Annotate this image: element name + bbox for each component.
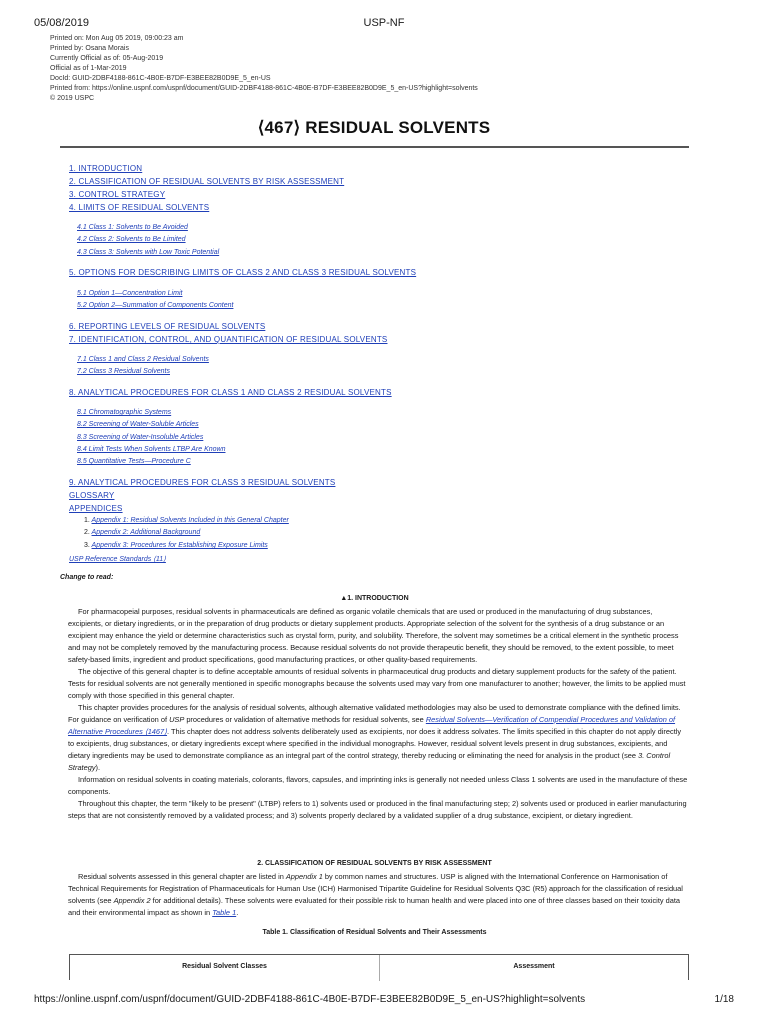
table-header-classes: Residual Solvent Classes	[70, 955, 380, 981]
doc-id: DocId: GUID-2DBF4188-861C-4B0E-B7DF-E3BEE82B0D9E_5_en-US	[50, 75, 271, 82]
list-number: 1.	[84, 517, 90, 524]
copyright: © 2019 USPC	[50, 95, 95, 102]
toc-link-class-2[interactable]: 4.2 Class 2: Solvents to Be Limited	[77, 236, 186, 243]
toc-link-analytical-class-1-2[interactable]: 8. ANALYTICAL PROCEDURES FOR CLASS 1 AND CLASS 2 RESIDUAL SOLVENTS	[69, 388, 392, 397]
printed-on: Printed on: Mon Aug 05 2019, 09:00:23 am	[50, 35, 184, 42]
toc-appendix-3	[84, 542, 268, 549]
toc-link-introduction[interactable]: 1. INTRODUCTION	[69, 164, 143, 173]
toc-link-chromatographic[interactable]: 8.1 Chromatographic Systems	[77, 409, 172, 416]
change-to-read-label: Change to read:	[60, 574, 114, 581]
classification-body	[68, 871, 689, 919]
toc-link-appendices[interactable]: APPENDICES	[69, 504, 123, 513]
table-title: Table 1. Classification of Residual Solvents and Their Assessments	[262, 929, 487, 936]
printed-from: Printed from: https://online.uspnf.com/uspnf/document/GUID-2DBF4188-861C-4B0E-B7DF-E3BEE82B0D9E_5_en-US?highlight=solvents	[50, 85, 478, 92]
toc-link-class-1[interactable]: 4.1 Class 1: Solvents to Be Avoided	[77, 224, 188, 231]
currently-official: Currently Official as of: 05-Aug-2019	[50, 55, 164, 62]
toc-link-glossary[interactable]: GLOSSARY	[69, 491, 115, 500]
link-table-1[interactable]: Table 1	[212, 908, 237, 917]
print-header	[34, 17, 734, 31]
introduction-body	[68, 606, 689, 822]
toc-link-class-1-2-solvents[interactable]: 7.1 Class 1 and Class 2 Residual Solvents	[77, 356, 209, 363]
toc-link-quantitative-tests[interactable]: 8.5 Quantitative Tests—Procedure C	[77, 458, 191, 465]
paragraph: Throughout this chapter, the term "likely to be present" (LTBP) refers to 1) solvents used or produced in the final manufacturing step; 2) solvents used or produced in earlier manufacturing steps that are not consistently removed by a validated process; and 3) solvents properly declared by a validated supplier of a drug substance, excipient, or dietary ingredient.	[68, 799, 687, 820]
toc-link-water-insoluble[interactable]: 8.3 Screening of Water-Insoluble Articles	[77, 434, 204, 441]
toc-link-analytical-class-3[interactable]: 9. ANALYTICAL PROCEDURES FOR CLASS 3 RESIDUAL SOLVENTS	[69, 478, 336, 487]
toc-link-classification[interactable]: 2. CLASSIFICATION OF RESIDUAL SOLVENTS BY RISK ASSESSMENT	[69, 177, 345, 186]
paragraph: Residual solvents assessed in this general chapter are listed in Appendix 1 by common names and structures. USP is aligned with the International Conference on Harmonisation of Technical Requirements for Registration of Pharmaceuticals for Human Use (ICH) Harmonised Tripartite Guideline for Residual Solvents Q3C (R5) approach for the classification of residual solvents (see Appendix 2 for additional details). These solvents were evaluated for their possible risk to human health and were placed into one of three classes based on their toxicity data and their environmental impact as shown in Table 1.	[68, 872, 683, 917]
table-header-assessment: Assessment	[513, 963, 555, 970]
toc-link-limits[interactable]: 4. LIMITS OF RESIDUAL SOLVENTS	[69, 203, 210, 212]
section-heading-introduction: ▲1. INTRODUCTION	[340, 595, 409, 602]
toc-appendix-1	[84, 517, 289, 524]
toc-appendix-2	[84, 529, 200, 536]
print-metadata	[50, 34, 478, 104]
toc-link-limit-tests[interactable]: 8.4 Limit Tests When Solvents LTBP Are Known	[77, 446, 226, 453]
toc-link-appendix-2[interactable]: Appendix 2: Additional Background	[91, 529, 201, 536]
section-heading-classification: 2. CLASSIFICATION OF RESIDUAL SOLVENTS BY RISK ASSESSMENT	[257, 860, 492, 867]
title-divider	[60, 146, 689, 148]
page-title: ⟨467⟩ RESIDUAL SOLVENTS	[257, 118, 491, 137]
toc-link-class-3-solvents[interactable]: 7.2 Class 3 Residual Solvents	[77, 368, 170, 375]
paragraph: For pharmacopeial purposes, residual solvents in pharmaceuticals are defined as organic volatile chemicals that are used or produced in the manufacturing of drug substances, excipients, or dietary ingredients, or in the preparation of drug products or dietary supplement products. Appropriate selection of the solvent for the synthesis of a drug substance or an excipient may enhance the yield or determine characteristics such as crystal form, purity, and solubility. Therefore, the solvent may sometimes be a critical element in the synthetic process and may not be completely removed by the manufacturing process. Because residual solvents do not provide therapeutic benefit, they should be removed, to the extent possible, to meet safety-based limits, ingredient and product specifications, good manufacturing practices, or other quality-based requirements.	[68, 607, 679, 664]
toc-link-control-strategy[interactable]: 3. CONTROL STRATEGY	[69, 190, 166, 199]
page-number: 1/18	[714, 994, 734, 1005]
link-1467[interactable]: Residual Solvents—Verification of Compendial Procedures and Validation of Alternative Procedures ⟨1467⟩	[68, 715, 676, 736]
paragraph: Information on residual solvents in coating materials, colorants, flavors, capsules, and imprinting inks is generally not needed unless Class 1 solvents are used in the manufacture of these components.	[68, 775, 688, 796]
toc-link-class-3[interactable]: 4.3 Class 3: Solvents with Low Toxic Potential	[77, 249, 220, 256]
toc-link-appendix-3[interactable]: Appendix 3: Procedures for Establishing Exposure Limits	[91, 542, 268, 549]
official-as-of: Official as of 1-Mar-2019	[50, 65, 127, 72]
footer-url: https://online.uspnf.com/uspnf/document/GUID-2DBF4188-861C-4B0E-B7DF-E3BEE82B0D9E_5_en-US?highlight=solvents	[34, 994, 586, 1005]
paragraph: The objective of this general chapter is to define acceptable amounts of residual solvents in pharmaceutical drug products and dietary supplement products for the safety of the patient. Tests for residual solvents are not generally mentioned in specific monographs because the solvents used may vary from one manufacturer to another; however, the limits to be applied must comply with those specified in this general chapter.	[68, 667, 686, 700]
toc-link-identification[interactable]: 7. IDENTIFICATION, CONTROL, AND QUANTIFICATION OF RESIDUAL SOLVENTS	[69, 335, 388, 344]
printed-by: Printed by: Osana Morais	[50, 45, 129, 52]
toc-link-appendix-1[interactable]: Appendix 1: Residual Solvents Included in this General Chapter	[91, 517, 289, 524]
print-site-title: USP-NF	[363, 17, 405, 29]
list-number: 3.	[84, 542, 90, 549]
toc-link-option-1[interactable]: 5.1 Option 1—Concentration Limit	[77, 290, 183, 297]
toc-link-option-2[interactable]: 5.2 Option 2—Summation of Components Content	[77, 302, 234, 309]
toc-link-options[interactable]: 5. OPTIONS FOR DESCRIBING LIMITS OF CLASS 2 AND CLASS 3 RESIDUAL SOLVENTS	[69, 268, 417, 277]
toc-link-reference-standards[interactable]: USP Reference Standards ⟨11⟩	[69, 556, 166, 563]
toc-link-reporting-levels[interactable]: 6. REPORTING LEVELS OF RESIDUAL SOLVENTS	[69, 322, 266, 331]
paragraph: This chapter provides procedures for the analysis of residual solvents, although alternative validated methodologies may also be used to demonstrate compliance with the defined limits. For guidance on verification of USP procedures or validation of alternative methods for residual solvents, see Residual Solvents—Verification of Compendial Procedures and Validation of Alternative Procedures ⟨1467⟩. This chapter does not address solvents deliberately used as excipients, nor does it address solvates. The limits specified in this chapter do not apply directly to excipients, drug substances, or dietary ingredients except where specified in the individual monographs. However, residual solvent levels present in drug substances, excipients, and dietary ingredients may be used to demonstrate compliance as an integral part of the control strategy, thereby reducing or eliminating the need for analysis in the product (see 3. Control Strategy).	[68, 703, 682, 772]
list-number: 2.	[84, 529, 90, 536]
toc-link-water-soluble[interactable]: 8.2 Screening of Water-Soluble Articles	[77, 421, 199, 428]
print-date: 05/08/2019	[34, 17, 90, 29]
classification-table	[69, 954, 689, 980]
